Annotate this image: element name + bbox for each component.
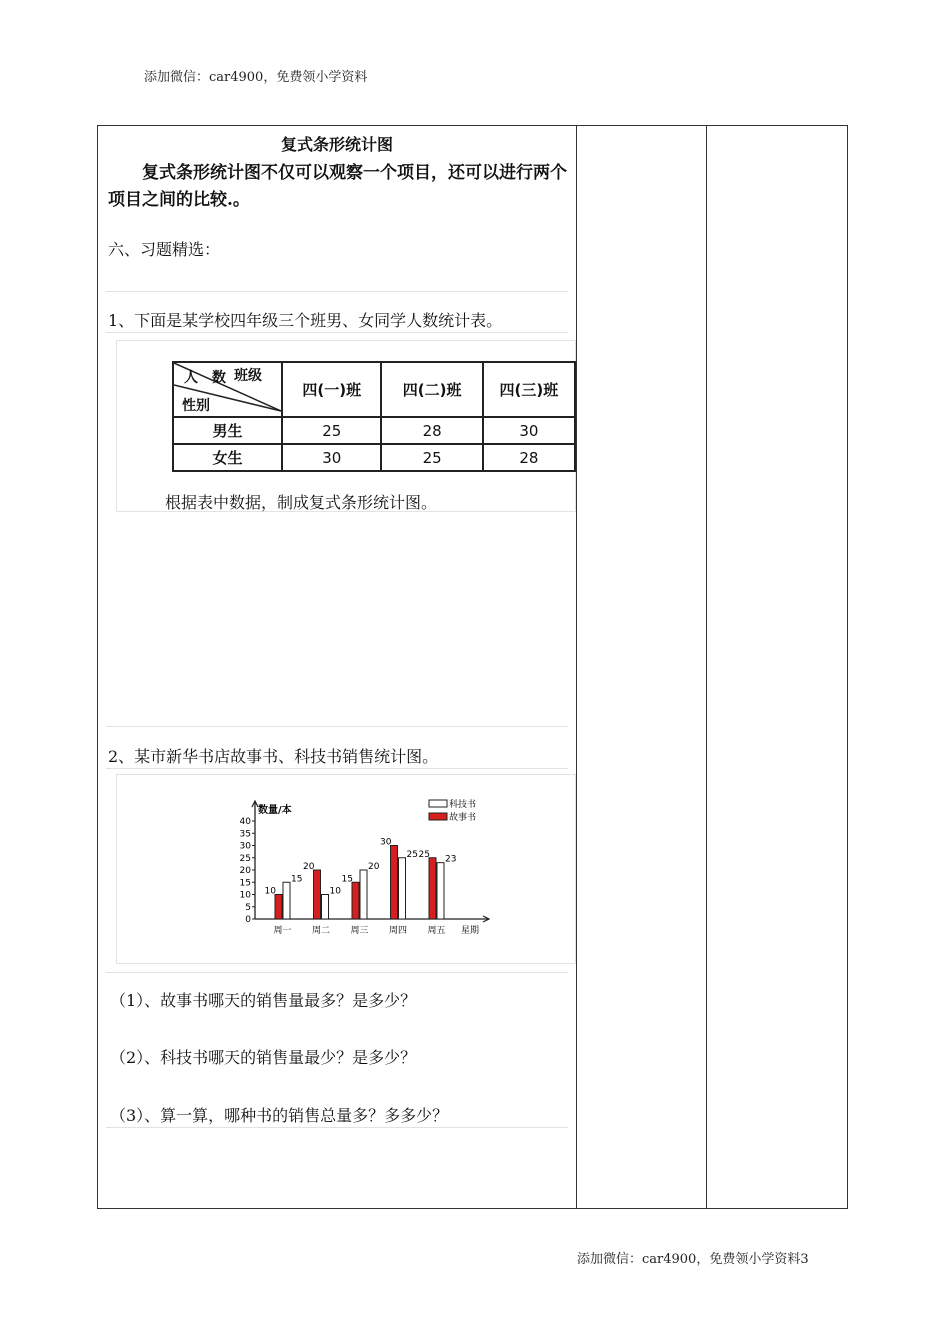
- lesson-table: [97, 125, 848, 1209]
- section-title: 复式条形统计图: [280, 135, 393, 154]
- exercise-heading: 六、习题精选：: [108, 240, 221, 259]
- bar: [322, 895, 329, 920]
- divider: [106, 726, 568, 727]
- column-divider: [576, 126, 577, 1208]
- column-header: 四(三)班: [483, 362, 575, 417]
- sales-bar-chart: [117, 775, 575, 963]
- table-cell: 30: [483, 417, 575, 444]
- data-label: 20: [303, 862, 315, 872]
- table-cell: 28: [483, 444, 575, 471]
- y-tick-label: 35: [239, 829, 251, 840]
- legend-label: 科技书: [449, 800, 477, 810]
- divider: [106, 1127, 568, 1128]
- bar: [429, 858, 436, 919]
- x-tick-label: 周五: [427, 926, 446, 936]
- y-tick-label: 25: [239, 853, 251, 864]
- corner-top-label: 班级: [234, 368, 262, 384]
- divider: [106, 768, 568, 769]
- x-tick-label: 周四: [388, 926, 408, 936]
- data-label: 15: [341, 874, 353, 885]
- data-label: 20: [368, 862, 380, 872]
- row-header: 男生: [173, 417, 282, 444]
- header-note: 添加微信：car4900，免费领小学资料: [144, 70, 368, 85]
- data-label: 10: [329, 886, 341, 897]
- footer: [577, 1248, 809, 1267]
- column-header: 四(一)班: [282, 362, 381, 417]
- x-tick-label: 周三: [350, 926, 369, 936]
- bar: [275, 895, 282, 920]
- x-axis-label: 星期: [461, 926, 480, 936]
- row-header: 女生: [173, 444, 282, 471]
- table-cell: 28: [381, 417, 482, 444]
- table-header-row: [173, 362, 575, 417]
- x-tick-label: 周一: [273, 926, 292, 936]
- y-tick-label: 30: [239, 841, 251, 852]
- data-label: 10: [264, 886, 276, 897]
- corner-mid-label: 人 数: [184, 370, 226, 386]
- question-2: 2、某市新华书店故事书、科技书销售统计图。: [108, 747, 439, 766]
- legend-swatch: [429, 813, 447, 820]
- question-2-sub-1: （1）、故事书哪天的销售量最多？是多少？: [110, 991, 417, 1010]
- data-label: 25: [406, 849, 418, 860]
- data-label: 30: [380, 837, 392, 848]
- divider: [106, 332, 568, 333]
- divider: [106, 291, 568, 292]
- y-tick-label: 20: [239, 866, 251, 876]
- divider: [106, 972, 568, 973]
- corner-cell: [173, 362, 282, 417]
- question-2-sub-3: （3）、算一算，哪种书的销售总量多？多多少？: [110, 1106, 449, 1125]
- question-2-sub-2: （2）、科技书哪天的销售量最少？是多少？: [110, 1048, 417, 1067]
- corner-bottom-label: 性别: [182, 398, 210, 414]
- class-stats-table: [172, 361, 576, 472]
- footer-note: 添加微信：car4900，免费领小学资料: [577, 1252, 801, 1267]
- bar: [360, 870, 367, 919]
- legend-swatch: [429, 800, 447, 807]
- bar: [399, 858, 406, 919]
- data-label: 15: [291, 874, 303, 885]
- x-tick-label: 周二: [311, 926, 331, 936]
- bar: [352, 882, 359, 919]
- question-1-instruction: 根据表中数据，制成复式条形统计图。: [165, 493, 438, 512]
- y-tick-label: 40: [239, 817, 251, 827]
- chart-image: [116, 774, 576, 964]
- bar: [437, 863, 444, 919]
- bar: [391, 846, 398, 920]
- intro-text: 复式条形统计图不仅可以观察一个项目，还可以进行两个项目之间的比较.。: [108, 163, 567, 210]
- column-header: 四(二)班: [381, 362, 482, 417]
- legend-label: 故事书: [449, 813, 477, 823]
- y-tick-label: 15: [239, 878, 251, 889]
- y-tick-label: 0: [245, 915, 251, 925]
- page-number: 3: [800, 1252, 809, 1267]
- bar: [283, 882, 290, 919]
- column-divider: [706, 126, 707, 1208]
- y-tick-label: 10: [239, 890, 251, 901]
- table-row: [173, 444, 575, 471]
- question-1: 1、下面是某学校四年级三个班男、女同学人数统计表。: [108, 311, 503, 330]
- table-row: [173, 417, 575, 444]
- y-tick-label: 5: [245, 902, 251, 913]
- clip-mask: [577, 346, 597, 476]
- table-cell: 25: [381, 444, 482, 471]
- y-axis-label: 数量/本: [258, 805, 292, 816]
- table-cell: 25: [282, 417, 381, 444]
- data-label: 23: [445, 854, 457, 865]
- data-label: 25: [418, 849, 430, 860]
- bar: [314, 870, 321, 919]
- table-cell: 30: [282, 444, 381, 471]
